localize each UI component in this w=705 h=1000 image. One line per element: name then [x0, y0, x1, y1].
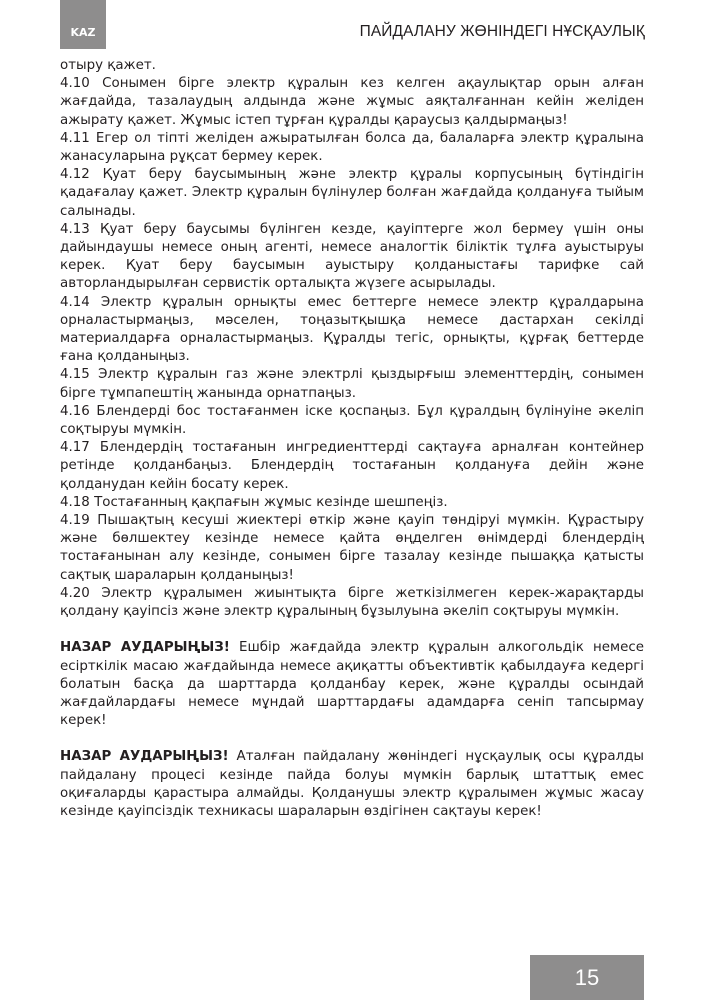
- paragraph: 4.13 Қуат беру баусымы бүлінген кезде, қауіптерге жол бермеу үшін оны дайындаушы немесе оның агенті, немесе аналогтік біліктік тұлға ауыстыруы керек. Қуат беру баусымын ауыстыру қолданыстағы тарифке сай авторландырылған сервистік орталықта жүзеге асырылады.: [60, 221, 644, 292]
- warning-text: Ешбір жағдайда электр құралын алкогольдік немесе есірткілік масаю жағдайында немесе ақиқатты объективтік қабылдауға кедергі болатын басқа да шарттарда қолданбау керек, және құралды осындай жағдайлардағы немесе мұндай шарттардағы адамдарға сеніп тапсырмау керек!: [60, 640, 644, 729]
- warning-label: НАЗАР АУДАРЫҢЫЗ!: [60, 749, 229, 765]
- language-code: KAZ: [70, 25, 96, 39]
- paragraph: 4.14 Электр құралын орнықты емес беттерге немесе электр құралдарына орналастырмаңыз, мәселен, тоңазытқышқа немесе дастархан секілді материалдарға орналастырмаңыз. Құралды тегіс, орнықты, құрғақ беттерде ғана қолданыңыз.: [60, 294, 644, 365]
- paragraph: 4.16 Блендерді бос тостағанмен іске қоспаңыз. Бұл құралдың бүлінуіне әкеліп соқтыруы мүмкін.: [60, 403, 644, 438]
- instructions-body: [60, 57, 644, 821]
- paragraph: 4.12 Қуат беру баусымының және электр құралы корпусының бүтіндігін қадағалау қажет. Электр құралын бүлінулер болған жағдайда қолдануға тыйым салынады.: [60, 167, 644, 219]
- paragraph: 4.18 Тостағанның қақпағын жұмыс кезінде шешпеңіз.: [60, 494, 448, 510]
- paragraph: 4.17 Блендердің тостағанын ингредиенттерді сақтауға арналған контейнер ретінде қолданбаңыз. Блендердің тостағанын қолдануға дейін және қолданудан кейін босату керек.: [60, 440, 644, 492]
- paragraph: 4.11 Егер ол тіпті желіден ажыратылған болса да, балаларға электр құралына жанасуларына рұқсат бермеу керек.: [60, 130, 644, 165]
- paragraph: 4.19 Пышақтың кесуші жиектері өткір және қауіп төндіруі мүмкін. Құрастыру және бөлшектеу кезінде немесе қайта өңделген өнімдерді блендердің тостағанынан алу кезінде, сонымен бірге тазалау кезінде пышаққа қатысты сақтық шараларын қолданыңыз!: [60, 513, 644, 583]
- language-tab: [60, 0, 106, 49]
- paragraph: 4.20 Электр құралымен жиынтықта бірге жеткізілмеген керек-жарақтарды қолдану қауіпсіз және электр құралының бұзылуына әкеліп соқтыруы мүмкін.: [60, 585, 644, 620]
- page-number-box: [530, 955, 644, 1000]
- running-header-title: ПАЙДАЛАНУ ЖӨНІНДЕГІ НҰСҚАУЛЫҚ: [359, 23, 645, 40]
- paragraph: 4.10 Сонымен бірге электр құралын кез келген ақаулықтар орын алған жағдайда, тазалаудың алдында және жұмыс аяқталғаннан кейін желіден ажырату қажет. Жұмыс істеп тұрған құралды қараусыз қалдырмаңыз!: [60, 76, 644, 128]
- warning-paragraph: [60, 639, 644, 730]
- paragraph: 4.15 Электр құралын газ және электрлі қыздырғыш элементтердің, сонымен бірге тұмпапештің жанында орнатпаңыз.: [60, 367, 644, 401]
- warning-paragraph: [60, 748, 644, 821]
- warning-text: Аталған пайдалану жөніндегі нұсқаулық осы құралды пайдалану процесі кезінде пайда болуы мүмкін барлық штаттық емес оқиғаларды қарастыра алмайды. Қолданушы электр құралымен жұмыс жасау кезінде қауіпсіздік техникасы шараларын өздігінен сақтауы керек!: [60, 749, 644, 819]
- warning-label: НАЗАР АУДАРЫҢЫЗ!: [60, 640, 230, 656]
- paragraph: отыру қажет.: [60, 58, 156, 73]
- page-number: 15: [574, 964, 600, 990]
